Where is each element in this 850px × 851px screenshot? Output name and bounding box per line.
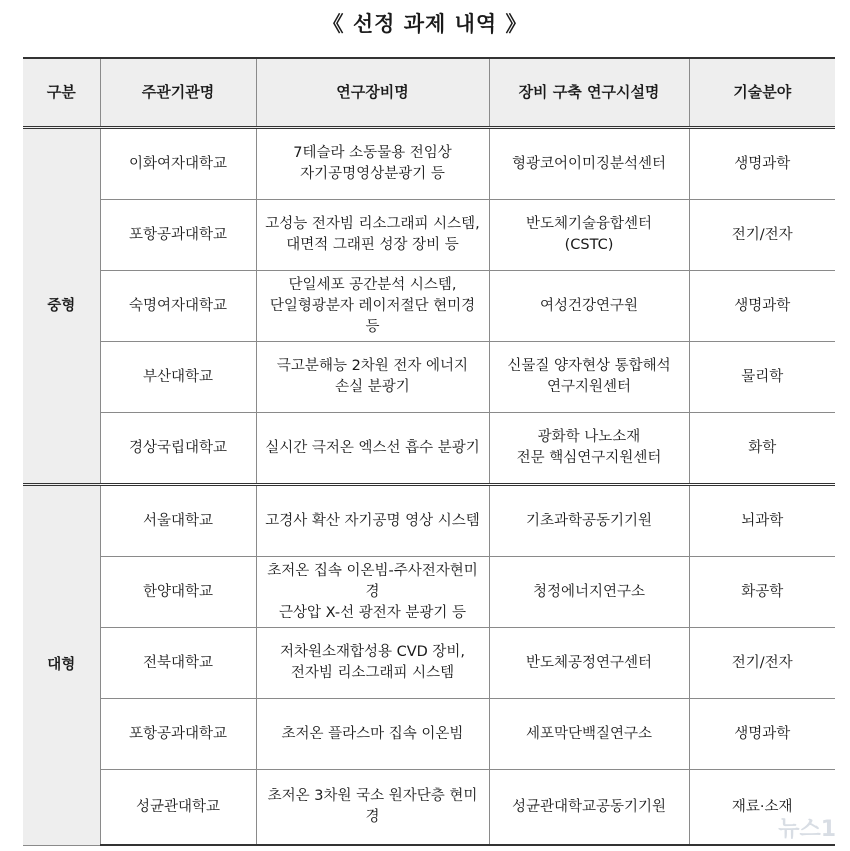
table-row [23,342,835,413]
institution-cell: 서울대학교 [100,485,256,557]
equipment-cell: 고성능 전자빔 리소그래피 시스템, 대면적 그래핀 성장 장비 등 [256,200,489,271]
table-row [23,770,835,846]
table-row [23,413,835,485]
field-cell: 뇌과학 [689,485,835,557]
category-cell-medium: 중형 [23,128,100,485]
header-field: 기술분야 [689,58,835,128]
header-facility: 장비 구축 연구시설명 [489,58,689,128]
facility-cell: 반도체기술융합센터 (CSTC) [489,200,689,271]
table-row [23,557,835,628]
table-row [23,485,835,557]
field-cell: 화학 [689,413,835,485]
facility-cell: 세포막단백질연구소 [489,699,689,770]
facility-cell: 기초과학공동기기원 [489,485,689,557]
news1-watermark-logo: 뉴스1 [778,817,836,842]
equipment-cell: 단일세포 공간분석 시스템, 단일형광분자 레이저절단 현미경 등 [256,271,489,342]
table-row [23,271,835,342]
field-cell: 물리학 [689,342,835,413]
field-cell: 생명과학 [689,128,835,200]
equipment-cell: 저차원소재합성용 CVD 장비, 전자빔 리소그래피 시스템 [256,628,489,699]
header-category: 구분 [23,58,100,128]
header-row [23,58,835,128]
table-row [23,628,835,699]
header-institution: 주관기관명 [100,58,256,128]
institution-cell: 성균관대학교 [100,770,256,846]
facility-cell: 형광코어이미징분석센터 [489,128,689,200]
field-cell: 재료·소재 [689,770,835,846]
institution-cell: 포항공과대학교 [100,200,256,271]
field-cell: 화공학 [689,557,835,628]
field-cell: 생명과학 [689,271,835,342]
field-cell: 전기/전자 [689,200,835,271]
institution-cell: 포항공과대학교 [100,699,256,770]
facility-cell: 청정에너지연구소 [489,557,689,628]
facility-cell: 여성건강연구원 [489,271,689,342]
selected-projects-table [23,57,835,846]
equipment-cell: 초저온 플라스마 집속 이온빔 [256,699,489,770]
institution-cell: 이화여자대학교 [100,128,256,200]
equipment-cell: 극고분해능 2차원 전자 에너지 손실 분광기 [256,342,489,413]
institution-cell: 한양대학교 [100,557,256,628]
table-row [23,200,835,271]
field-cell: 생명과학 [689,699,835,770]
facility-cell: 신물질 양자현상 통합해석 연구지원센터 [489,342,689,413]
equipment-cell: 7테슬라 소동물용 전임상 자기공명영상분광기 등 [256,128,489,200]
facility-cell: 성균관대학교공동기기원 [489,770,689,846]
category-cell-large: 대형 [23,485,100,846]
institution-cell: 전북대학교 [100,628,256,699]
facility-cell: 광화학 나노소재 전문 핵심연구지원센터 [489,413,689,485]
equipment-cell: 실시간 극저온 엑스선 흡수 분광기 [256,413,489,485]
equipment-cell: 초저온 3차원 국소 원자단층 현미경 [256,770,489,846]
table-row [23,128,835,200]
institution-cell: 부산대학교 [100,342,256,413]
equipment-cell: 초저온 집속 이온빔-주사전자현미경 근상압 X-선 광전자 분광기 등 [256,557,489,628]
page-title: 《 선정 과제 내역 》 [322,12,528,36]
header-equipment: 연구장비명 [256,58,489,128]
institution-cell: 경상국립대학교 [100,413,256,485]
equipment-cell: 고경사 확산 자기공명 영상 시스템 [256,485,489,557]
table-row [23,699,835,770]
field-cell: 전기/전자 [689,628,835,699]
institution-cell: 숙명여자대학교 [100,271,256,342]
facility-cell: 반도체공정연구센터 [489,628,689,699]
